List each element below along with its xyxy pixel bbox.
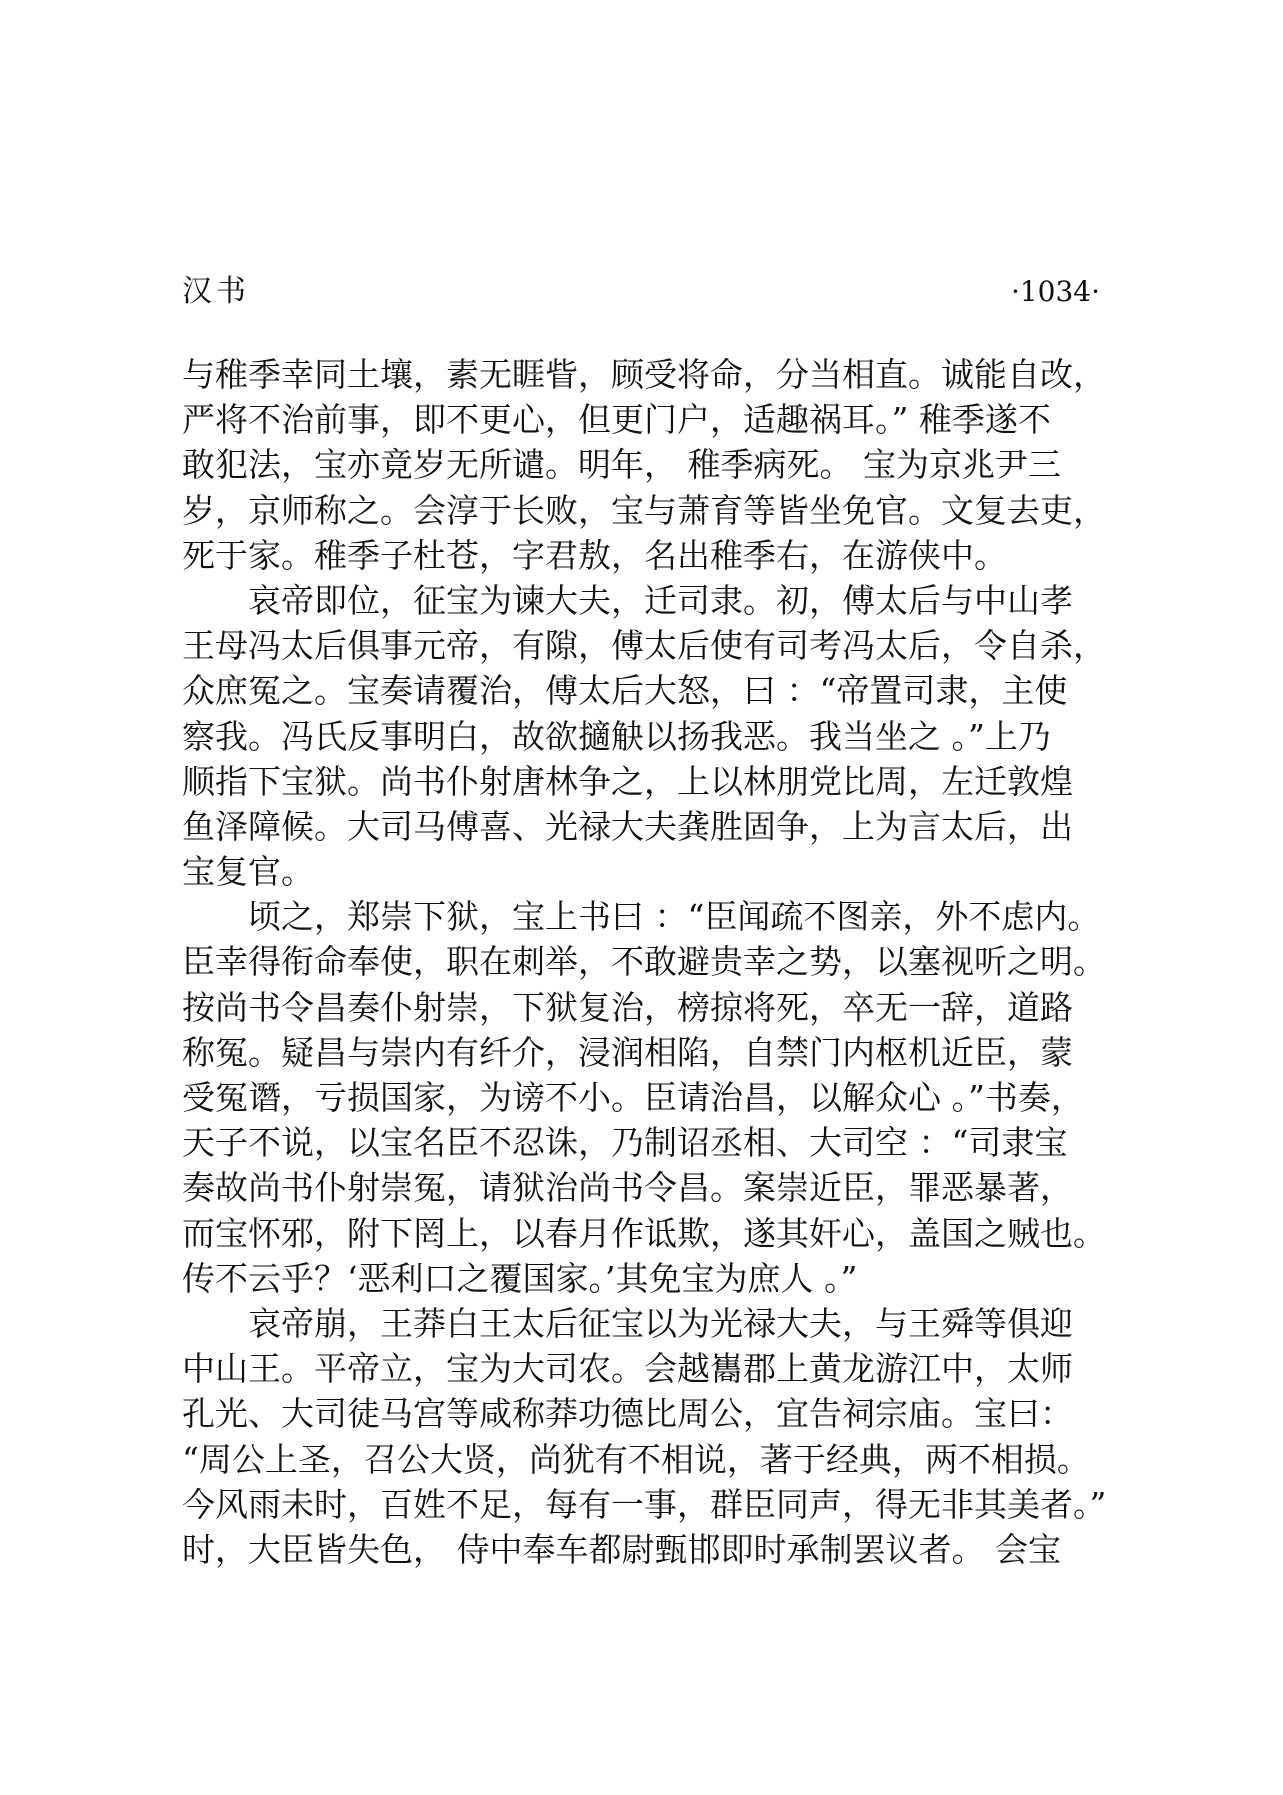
text-line: 宝复官。 <box>182 852 314 892</box>
text-line: 称冤。疑昌与崇内有纤介，浸润相陷，自禁门内枢机近臣，蒙 <box>182 1032 1073 1072</box>
text-line: 敢犯法，宝亦竟岁无所谴。明年， 稚季病死。 宝为京兆尹三 <box>182 445 1061 485</box>
book-title: 汉书 <box>182 274 250 309</box>
text-line: 岁，京师称之。会淳于长败，宝与萧育等皆坐免官。文复去吏， <box>182 490 1106 530</box>
text-line: 顺指下宝狱。尚书仆射唐林争之，上以林朋党比周，左迁敦煌 <box>182 761 1073 801</box>
text-line: 天子不说，以宝名臣不忍诛，乃制诏丞相、大司空 ：“司隶宝 <box>182 1123 1068 1163</box>
text-line: 严将不治前事，即不更心，但更门户，适趣祸耳。” 稚季遂不 <box>182 400 1051 440</box>
paragraph-first-line: 顷之，郑崇下狱，宝上书曰 ：“臣闻疏不图亲，外不虑内。 <box>248 897 1101 937</box>
text-line: 鱼泽障候。大司马傅喜、光禄大夫龚胜固争，上为言太后，出 <box>182 806 1073 846</box>
text-line: 与稚季幸同土壤，素无睚眥，顾受将命，分当相直。诚能自改， <box>182 355 1106 394</box>
text-line: 众庶冤之。宝奏请覆治，傅太后大怒，曰 ：“帝置司隶，主使 <box>182 671 1068 711</box>
text-line: “周公上圣，召公大贤，尚犹有不相说，著于经典，两不相损。 <box>182 1439 1090 1479</box>
body-text <box>182 352 1107 1572</box>
page-header <box>182 270 1100 314</box>
text-line: 而宝怀邪，附下罔上，以春月作诋欺，遂其奸心，盖国之贼也。 <box>182 1213 1106 1253</box>
paragraph-first-line: 哀帝崩，王莽白王太后征宝以为光禄大夫，与王舜等俱迎 <box>248 1303 1073 1343</box>
text-line: 王母冯太后俱事元帝，有隙，傅太后使有司考冯太后，令自杀， <box>182 626 1106 666</box>
text-line: 今风雨未时，百姓不足，每有一事，群臣同声，得无非其美者。” <box>182 1484 1107 1524</box>
paragraph-first-line: 哀帝即位，征宝为谏大夫，迁司隶。初，傅太后与中山孝 <box>248 580 1073 620</box>
text-line: 孔光、大司徒马宫等咸称莽功德比周公，宜告祠宗庙。宝曰： <box>182 1394 1073 1434</box>
text-line: 传不云乎？‘恶利口之覆国家。’其免宝为庶人 。” <box>182 1258 858 1298</box>
text-line: 受冤谮，亏损国家，为谤不小。臣请治昌，以解众心 。”书奏， <box>182 1078 1084 1117</box>
text-line: 时，大臣皆失色， 侍中奉车都尉甄邯即时承制罢议者。 会宝 <box>182 1529 1061 1569</box>
text-line: 死于家。稚季子杜苍，字君敖，名出稚季右，在游侠中。 <box>182 535 1007 575</box>
page-number: ·1034· <box>1010 275 1100 308</box>
text-line: 按尚书令昌奏仆射崇，下狱复治，榜掠将死，卒无一辞，道路 <box>182 987 1073 1027</box>
text-line: 臣幸得衔命奉使，职在刺举，不敢避贵幸之势，以塞视听之明。 <box>182 942 1106 982</box>
text-line: 中山王。平帝立，宝为大司农。会越巂郡上黄龙游江中，太师 <box>182 1349 1073 1389</box>
text-line: 奏故尚书仆射崇冤，请狱治尚书令昌。案崇近臣，罪恶暴著， <box>182 1168 1073 1208</box>
text-line: 察我。冯氏反事明白，故欲擿觖以扬我恶。我当坐之 。”上乃 <box>182 716 1051 756</box>
